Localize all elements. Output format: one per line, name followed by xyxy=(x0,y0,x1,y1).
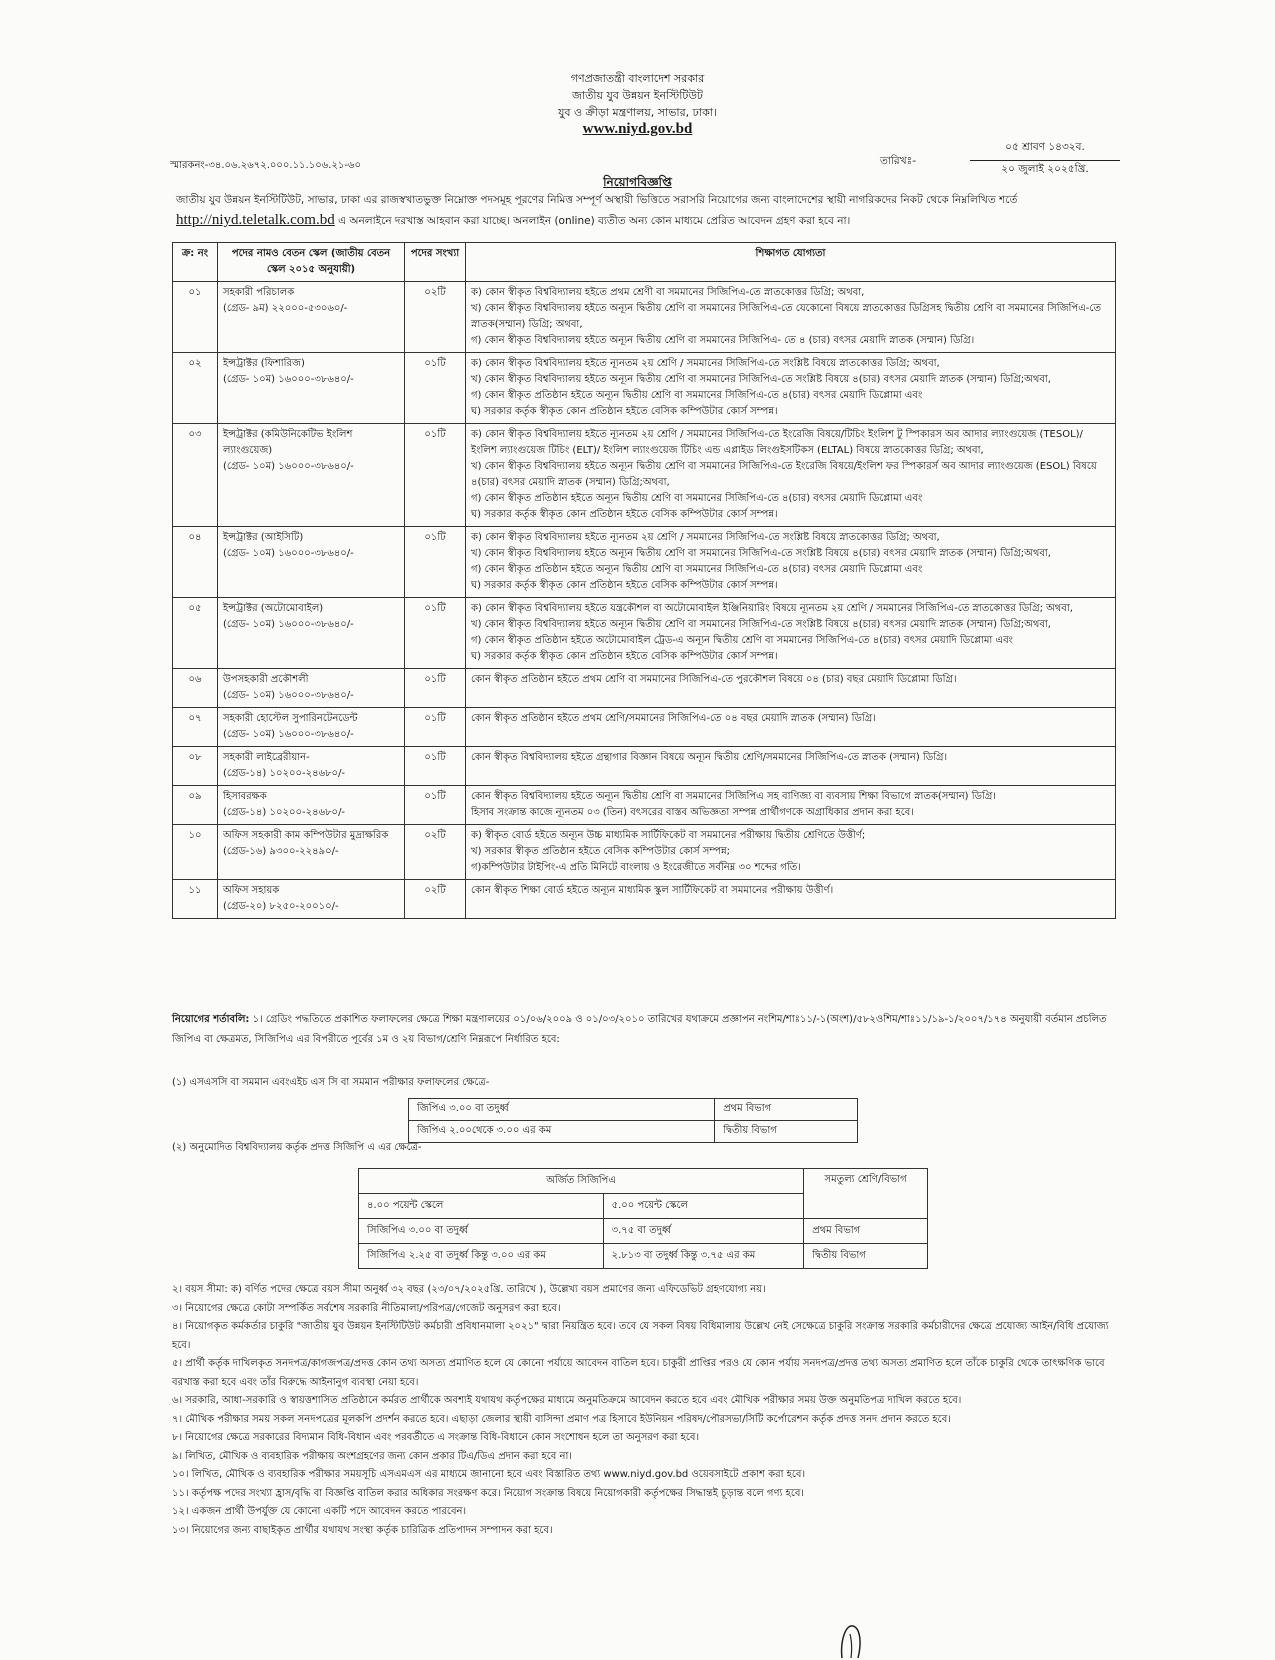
qualification-line: খ) সরকার স্বীকৃত প্রতিষ্ঠান হইতে বেসিক কম্পিউটার কোর্স সম্পন্ন; xyxy=(471,846,731,857)
qualification-line: খ) কোন স্বীকৃত বিশ্ববিদ্যালয় হইতে অন্যূন দ্বিতীয় শ্রেণি বা সমমানের সিজিপিএ-তে ইংরেজি বিষয়ে/ইংলিশ ফর স্পিকারর্স অব আদার ল্যাংগুয়েজ (ESOL) বিষয়ে ৪(চার) বৎসর মেয়াদি স্নাতক (সম্মান) ডিগ্রি;অথবা, xyxy=(471,461,1097,488)
rule-item: ১১। কর্তৃপক্ষ পদের সংখ্যা হ্রাস/বৃদ্ধি বা বিজ্ঞপ্তি বাতিল করার অধিকার সংরক্ষণ করে। নিয়োগ সংক্রান্ত বিষয়ে নিয়োগকারী কর্তৃপক্ষের সিদ্ধান্তই চূড়ান্ত বলে গণ্য হবে। xyxy=(172,1487,805,1499)
table-row xyxy=(409,1121,858,1143)
post-name: সহকারী হোস্টেল সুপারিনটেনডেন্ট xyxy=(223,713,358,724)
header-line1: গণপ্রজাতন্ত্রী বাংলাদেশ সরকার xyxy=(570,72,705,85)
intro-paragraph xyxy=(176,190,1076,231)
post-cell xyxy=(218,825,405,880)
date-label: তারিখঃ- xyxy=(880,155,916,167)
memo-number: স্মারকনং-৩৪.০৬.২৬৭২.০০০.১১.১০৬.২১-৬০ xyxy=(170,160,361,171)
post-serial: ০১ xyxy=(173,282,218,353)
post-cell xyxy=(218,747,405,786)
ssc-label: (১) এসএসসি বা সমমান এবংএইচ এস সি বা সমমান পরীক্ষার ফলাফলের ক্ষেত্রে- xyxy=(172,1077,490,1088)
qualification-line: কোন স্বীকৃত প্রতিষ্ঠান হইতে প্রথম শ্রেণি বা সমমানের সিজিপিএ-তে পুরকৌশল বিষয়ে ০৪ (চার) বছর মেয়াদি ডিপ্লোমা ডিগ্রি। xyxy=(471,674,957,685)
post-count: ০১টি xyxy=(405,669,466,708)
rule-item: ৯। লিখিত, মৌখিক ও ব্যবহারিক পরীক্ষায় অংশগ্রহণের জন্য কোন প্রকার টিএ/ডিএ প্রদান করা হবে না। xyxy=(172,1450,572,1462)
ssc-grade-2: জিপিএ ২.০০থেকে ৩.০০ এর কম xyxy=(409,1121,715,1143)
cgpa-table xyxy=(358,1168,928,1269)
qualification-line: গ) কোন স্বীকৃত প্রতিষ্ঠান হইতে অটোমোবাইল ট্রেড-এ অন্যূন দ্বিতীয় শ্রেণি বা সমমানের সিজিপিএ-তে ৪(চার) বৎসর মেয়াদি ডিপ্লোমা এবং xyxy=(471,635,1013,646)
rule-item: ৩। নিয়োগের ক্ষেত্রে কোটা সম্পর্কিত সর্বশেষ সরকারি নীতিমালা/পরিপত্র/গেজেট অনুসরণ করা হবে। xyxy=(172,1302,561,1314)
table-row xyxy=(173,353,1116,424)
post-name: হিসাবরক্ষক xyxy=(223,791,267,802)
post-cell xyxy=(218,424,405,527)
rules-list xyxy=(172,1281,1122,1540)
qualification-line: ঘ) সরকার কর্তৃক স্বীকৃত কোন প্রতিষ্ঠান হইতে বেসিক কম্পিউটার কোর্স সম্পন্ন। xyxy=(471,651,778,662)
post-count: ০১টি xyxy=(405,786,466,825)
post-cell xyxy=(218,527,405,598)
post-serial: ০৪ xyxy=(173,527,218,598)
post-cell xyxy=(218,708,405,747)
conditions-heading: নিয়োগের শর্তাবলি: xyxy=(172,1014,250,1025)
qualification-line: ক) কোন স্বীকৃত বিশ্ববিদ্যালয় হইতে ন্যূনতম ২য় শ্রেণি / সমমানের সিজিপিএ-তে সংশ্লিষ্ট বিষয়ে স্নাতকোত্তর ডিগ্রি; অথবা, xyxy=(471,358,940,369)
qualification-line: কোন স্বীকৃত শিক্ষা বোর্ড হইতে অন্যূন মাধ্যমিক স্কুল সার্টিফিকেট বা সমমানের পরীক্ষায় উত্তীর্ণ। xyxy=(471,885,834,896)
qualification-line: গ) কোন স্বীকৃত প্রতিষ্ঠান হইতে অন্যূন দ্বিতীয় শ্রেণি বা সমমানের সিজিপিএ-তে ৪(চার) বৎসর মেয়াদি ডিপ্লোমা এবং xyxy=(471,390,923,401)
table-row xyxy=(173,669,1116,708)
apply-link[interactable]: http://niyd.teletalk.com.bd xyxy=(176,212,335,228)
post-count: ০২টি xyxy=(405,825,466,880)
date-english: ২০ জুলাই ২০২৫খ্রি. xyxy=(1001,163,1089,175)
col-post: পদের নামও বেতন স্কেল (জাতীয় বেতন স্কেল ২০১৫ অনুযায়ী) xyxy=(218,243,405,282)
header-website: www.niyd.gov.bd xyxy=(582,121,693,137)
table-row xyxy=(173,424,1116,527)
post-cell xyxy=(218,880,405,919)
post-name: সহকারী পরিচালক xyxy=(223,287,295,298)
cgpa-row1-div: প্রথম বিভাগ xyxy=(804,1219,928,1244)
conditions xyxy=(172,1010,1112,1050)
post-scale: (গ্রেড-১৪) ১০২০০-২৪৬৮০/- xyxy=(223,768,346,779)
table-row xyxy=(173,598,1116,669)
cgpa-head-equiv: সমতুল্য শ্রেণি/বিভাগ xyxy=(804,1169,928,1219)
table-row xyxy=(359,1219,928,1244)
table-row xyxy=(173,708,1116,747)
qualification-line: খ) কোন স্বীকৃত বিশ্ববিদ্যালয় হইতে অন্যূন দ্বিতীয় শ্রেণি বা সমমানের সিজিপিএ-তে সংশ্লিষ্ট বিষয়ে ৪(চার) বৎসর মেয়াদি স্নাতক (সম্মান) ডিগ্রি;অথবা, xyxy=(471,374,1051,385)
cgpa-scale4: ৪.০০ পয়েন্ট স্কেলে xyxy=(359,1194,604,1219)
cgpa-row1-4: সিজিপিএ ৩.০০ বা তদুর্ধ্ব xyxy=(359,1219,604,1244)
post-scale: (গ্রেড- ১০ম) ১৬০০০-৩৮৬৪০/- xyxy=(223,548,354,559)
qualification-line: ক) কোন স্বীকৃত বিশ্ববিদ্যালয় হইতে ন্যূনতম ২য় শ্রেণি / সমমানের সিজিপিএ-তে সংশ্লিষ্ট বিষয়ে স্নাতকোত্তর ডিগ্রি; অথবা, xyxy=(471,532,940,543)
table-row xyxy=(173,527,1116,598)
post-serial: ০৮ xyxy=(173,747,218,786)
posts-body xyxy=(173,282,1116,919)
qualification-line: ক) কোন স্বীকৃত বিশ্ববিদ্যালয় হইতে ন্যূনতম ২য় শ্রেণি / সমমানের সিজিপিএ-তে ইংরেজি বিষয়ে/টিচিং ইংলিশ টু স্পিকারস অব আদার ল্যাংগুয়েজ (TESOL)/ ইংলিশ ল্যাংগুয়েজ টিচিং (ELT)/ ইংলিশ ল্যাংগুয়েজ টিচিং এন্ড এপ্লাইড লিংগুইসটিকস (ELTAL) বিষয়ে স্নাতকোত্তর ডিগ্রি; অথবা, xyxy=(471,429,1083,456)
post-count: ০১টি xyxy=(405,424,466,527)
posts-table xyxy=(172,242,1116,919)
post-serial: ০২ xyxy=(173,353,218,424)
qualification-cell xyxy=(466,282,1116,353)
qualification-line: হিসাব সংক্রান্ত কাজে ন্যূনতম ০৩ (তিন) বৎসরের বাস্তব অভিজ্ঞতা সম্পন্ন প্রার্থীগণকে অগ্রাধিকার প্রদান করা হবে। xyxy=(471,807,914,818)
cgpa-head-main: অর্জিত সিজিপিএ xyxy=(359,1169,804,1194)
table-row xyxy=(359,1169,928,1194)
rule-item: ৮। নিয়োগের ক্ষেত্রে সরকারের বিদ্যমান বিধি-বিধান এবং পরবর্তীতে এ সংক্রান্ত বিধি-বিধানে কোন সংশোধন হলে তা অনুসরণ করা হবে। xyxy=(172,1432,700,1443)
signature-mark-icon xyxy=(838,1620,868,1660)
qualification-line: গ) কোন স্বীকৃত প্রতিষ্ঠান হইতে অন্যূন দ্বিতীয় শ্রেণি বা সমমানের সিজিপিএ-তে ৪(চার) বৎসর মেয়াদি ডিপ্লোমা এবং xyxy=(471,493,923,504)
table-row xyxy=(359,1244,928,1269)
post-name: ইন্সট্রাক্টর (আইসিটি) xyxy=(223,532,304,543)
rule-item: ১০। লিখিত, মৌখিক ও ব্যবহারিক পরীক্ষার সময়সূচি এসএমএস এর মাধ্যমে জানানো হবে এবং বিস্তারিত তথ্য www.niyd.gov.bd ওয়েবসাইটে প্রকাশ করা হবে। xyxy=(172,1469,806,1480)
qualification-line: খ) কোন স্বীকৃত বিশ্ববিদ্যালয় হইতে অন্যূন দ্বিতীয় শ্রেণি বা সমমানের সিজিপিএ-তে যেকোনো বিষয়ে স্নাতকোত্তর ডিগ্রিসহ দ্বিতীয় শ্রেণি বা সমমানের সিজিপিএ-তে স্নাতক(সম্মান) ডিগ্রি; অথবা, xyxy=(471,303,1101,330)
table-row xyxy=(173,786,1116,825)
table-row xyxy=(173,282,1116,353)
post-name: ইন্সট্রাক্টর (কমিউনিকেটিভ ইংলিশ ল্যাংগুয়েজ) xyxy=(223,429,353,456)
qualification-line: গ) কোন স্বীকৃত প্রতিষ্ঠান হইতে অন্যূন দ্বিতীয় শ্রেণি বা সমমানের সিজিপিএ-তে ৪(চার) বৎসর মেয়াদি ডিপ্লোমা এবং xyxy=(471,564,923,575)
header-line2: জাতীয় যুব উন্নয়ন ইনস্টিটিউট xyxy=(572,89,703,102)
ssc-grade-1: জিপিএ ৩.০০ বা তদুর্ধ্ব xyxy=(409,1099,715,1121)
qualification-line: খ) কোন স্বীকৃত বিশ্ববিদ্যালয় হইতে অন্যূন দ্বিতীয় শ্রেণি বা সমমানের সিজিপিএ-তে সংশ্লিষ্ট বিষয়ে ৪(চার) বৎসর মেয়াদি স্নাতক (সম্মান) ডিগ্রি;অথবা, xyxy=(471,548,1051,559)
qualification-cell xyxy=(466,598,1116,669)
qualification-line: ক) কোন স্বীকৃত বিশ্ববিদ্যালয় হইতে প্রথম শ্রেণী বা সমমানের সিজিপিএ-তে স্নাতকোত্তর ডিগ্রি; অথবা, xyxy=(471,287,865,298)
cgpa-scale5: ৫.০০ পয়েন্ট স্কেলে xyxy=(603,1194,804,1219)
col-serial: ক্র: নং xyxy=(173,243,218,282)
table-row xyxy=(173,880,1116,919)
ssc-division-1: প্রথম বিভাগ xyxy=(715,1099,858,1121)
post-name: উপসহকারী প্রকৌশলী xyxy=(223,674,309,685)
post-count: ০১টি xyxy=(405,598,466,669)
col-count: পদের সংখ্যা xyxy=(405,243,466,282)
post-scale: (গ্রেড-১৪) ১০২০০-২৪৬৮০/- xyxy=(223,807,346,818)
post-scale: (গ্রেড- ১০ম) ১৬০০০-৩৮৬৪০/- xyxy=(223,374,354,385)
post-scale: (গ্রেড- ১০ম) ১৬০০০-৩৮৬৪০/- xyxy=(223,690,354,701)
qualification-line: খ) কোন স্বীকৃত বিশ্ববিদ্যালয় হইতে অন্যূন দ্বিতীয় শ্রেণি বা সমমানের সিজিপিএ-তে সংশ্লিষ্ট বিষয়ে ৪(চার) বৎসর মেয়াদি স্নাতক (সম্মান) ডিগ্রি;অথবা, xyxy=(471,619,1051,630)
qualification-cell xyxy=(466,353,1116,424)
post-serial: ১০ xyxy=(173,825,218,880)
ssc-table xyxy=(408,1098,858,1143)
post-scale: (গ্রেড- ১০ম) ১৬০০০-৩৮৬৪০/- xyxy=(223,461,354,472)
qualification-cell xyxy=(466,527,1116,598)
post-cell xyxy=(218,669,405,708)
col-qualification: শিক্ষাগত যোগ্যতা xyxy=(466,243,1116,282)
post-scale: (গ্রেড-২০) ৮২৫০-২০০১০/- xyxy=(223,901,339,912)
rule-item: ৬। সরকারি, আধা-সরকারি ও স্বায়ত্তশাসিত প্রতিষ্ঠানে কর্মরত প্রার্থীকে অবশ্যই যথাযথ কর্তৃপক্ষের মাধ্যমে অনুমতিক্রমে আবেদন করতে হবে এবং মৌখিক পরীক্ষার সময় উক্ত অনুমতিপত্র দাখিল করতে হবে। xyxy=(172,1395,962,1406)
post-name: সহকারী লাইব্রেরীয়ান- xyxy=(223,752,310,763)
table-row xyxy=(173,825,1116,880)
post-count: ০২টি xyxy=(405,880,466,919)
post-serial: ০৬ xyxy=(173,669,218,708)
post-name: অফিস সহায়ক xyxy=(223,885,280,896)
qualification-cell xyxy=(466,880,1116,919)
qualification-cell xyxy=(466,669,1116,708)
post-count: ০১টি xyxy=(405,708,466,747)
rule-item: ৫। প্রার্থী কর্তৃক দাখিলকৃত সনদপত্র/কাগজপত্র/প্রদত্ত কোন তথ্য অসত্য প্রমাণিত হলে যে কোনো পর্যায়ে আবেদন বাতিল হবে। চাকুরী প্রাপ্তির পরও যে কোন পর্যায় সনদপত্র/প্রদত্ত তথ্য অসত্য প্রমাণিত হলে তাঁকে চাকুরি থেকে তাৎক্ষণিক ভাবে বরখাস্ত করা হবে এবং তাঁর বিরুদ্ধে আইনানুগ ব্যবস্থা নেয়া হবে। xyxy=(172,1358,1105,1388)
qualification-line: ঘ) সরকার কর্তৃক স্বীকৃত কোন প্রতিষ্ঠান হইতে বেসিক কম্পিউটার কোর্স সম্পন্ন। xyxy=(471,580,778,591)
rule-item: ৭। মৌখিক পরীক্ষার সময় সকল সনদপত্রের মূলকপি প্রদর্শন করতে হবে। এছাড়া জেলার স্থায়ী বাসিন্দা প্রমাণ পত্র হিসাবে ইউনিয়ন পরিষদ/পৌরসভা/সিটি কর্পোরেশন কর্তৃক প্রদত্ত সনদ প্রদান করতে হবে। xyxy=(172,1413,951,1425)
qualification-cell xyxy=(466,825,1116,880)
page-title: নিয়োগবিজ্ঞপ্তি xyxy=(603,175,672,189)
post-count: ০১টি xyxy=(405,747,466,786)
post-serial: ০৫ xyxy=(173,598,218,669)
qualification-line: গ) কোন স্বীকৃত বিশ্ববিদ্যালয় হইতে অন্যূন দ্বিতীয় শ্রেণি বা সমমানের সিজিপিএ- তে ৪ (চার) বৎসর মেয়াদি স্নাতক (সম্মান) ডিগ্রি। xyxy=(471,335,975,346)
intro-text1: জাতীয় যুব উন্নয়ন ইনস্টিটিউট, সাভার, ঢাকা এর রাজস্বখাতভুক্ত নিম্নোক্ত পদসমূহ পূরণের নিমিত্ত সম্পূর্ণ অস্থায়ী ভিত্তিতে সরাসরি নিয়োগের জন্য বাংলাদেশের স্থায়ী নাগরিকদের নিকট থেকে নিম্নলিখিত শর্তে xyxy=(176,194,1018,206)
cgpa-row2-4: সিজিপিএ ২.২৫ বা তদুর্ধ্ব কিন্তু ৩.০০ এর কম xyxy=(359,1244,604,1269)
table-header-row xyxy=(173,243,1116,282)
cgpa-label: (২) অনুমোদিত বিশ্ববিদ্যালয় কর্তৃক প্রদত্ত সিজিপি এ এর ক্ষেত্রে- xyxy=(172,1142,422,1153)
rule-item: ১৩। নিয়োগের জন্য বাছাইকৃত প্রার্থীর যথাযথ সংস্থা কর্তৃক চারিত্রিক প্রতিপাদন সম্পাদন করা হবে। xyxy=(172,1524,553,1536)
post-name: ইন্সট্রাক্টর (অটোমোবাইল) xyxy=(223,603,324,614)
post-count: ০২টি xyxy=(405,282,466,353)
rule-item: ৪। নিয়োগকৃত কর্মকর্তার চাকুরি "জাতীয় যুব উন্নয়ন ইনস্টিটিউট কর্মচারী প্রবিধানমালা ২০২১" দ্বারা নিয়ন্ত্রিত হবে। তবে যে সকল বিষয় বিধিমালায় উল্লেখ নেই সেক্ষেত্রে চাকুরি সংক্রান্ত সরকারি কর্মচারীদের ক্ষেত্রে প্রযোজ্য আইন/বিধি প্রযোজ্য হবে। xyxy=(172,1321,1109,1351)
cgpa-row2-div: দ্বিতীয় বিভাগ xyxy=(804,1244,928,1269)
qualification-cell xyxy=(466,747,1116,786)
date-bangla: ০৫ শ্রাবণ ১৪৩২ব. xyxy=(970,140,1120,161)
qualification-line: কোন স্বীকৃত বিশ্ববিদ্যালয় হইতে অন্যূন দ্বিতীয় শ্রেণি বা সমমানের সিজিপিএ সহ বাণিজ্য বা ব্যবসায় শিক্ষা বিভাগে স্নাতক(সম্মান) ডিগ্রি। xyxy=(471,791,996,802)
qualification-line: গ)কম্পিউটার টাইপিং-এ প্রতি মিনিটে বাংলায় ও ইংরেজীতে সর্বনিম্ন ৩০ শব্দের গতি। xyxy=(471,862,801,873)
intro-text2: এ অনলাইনে দরখাস্ত আহবান করা যাচ্ছে। অনলাইন (online) ব্যতীত অন্য কোন মাধ্যমে প্রেরিত আবেদন গ্রহণ করা হবে না। xyxy=(338,215,851,227)
rule-item: ১২। একজন প্রার্থী উপর্যুক্ত যে কোনো একটি পদে আবেদন করতে পারবেন। xyxy=(172,1506,467,1517)
post-serial: ০৯ xyxy=(173,786,218,825)
ssc-division-2: দ্বিতীয় বিভাগ xyxy=(715,1121,858,1143)
post-serial: ০৭ xyxy=(173,708,218,747)
qualification-line: কোন স্বীকৃত প্রতিষ্ঠান হইতে প্রথম শ্রেণি/সমমানের সিজিপিএ-তে ০৪ বছর মেয়াদি স্নাতক (সম্মান) ডিগ্রি। xyxy=(471,713,876,724)
qualification-line: ঘ) সরকার কর্তৃক স্বীকৃত কোন প্রতিষ্ঠান হইতে বেসিক কম্পিউটার কোর্স সম্পন্ন। xyxy=(471,406,778,417)
rule-item: ২। বয়স সীমা: ক) বর্ণিত পদের ক্ষেত্রে বয়স সীমা অনুর্ধ্ব ৩২ বছর (২৩/০৭/২০২৫খ্রি. তারিখে ), উল্লেখ্য বয়স প্রমাণের জন্য এফিডেভিট গ্রহণযোগ্য নয়। xyxy=(172,1284,766,1295)
office-header xyxy=(0,70,1275,138)
qualification-line: কোন স্বীকৃত বিশ্ববিদ্যালয় হইতে গ্রন্থাগার বিজ্ঞান বিষয়ে অন্যূন দ্বিতীয় শ্রেণি/সমমানের সিজিপিএ-তে স্নাতক (সম্মান) ডিগ্রি। xyxy=(471,752,948,763)
qualification-cell xyxy=(466,786,1116,825)
post-scale: (গ্রেড- ৯ম) ২২০০০-৫৩০৬০/- xyxy=(223,303,348,314)
qualification-line: ঘ) সরকার কর্তৃক স্বীকৃত কোন প্রতিষ্ঠান হইতে বেসিক কম্পিউটার কোর্স সম্পন্ন। xyxy=(471,509,778,520)
header-line3: যুব ও ক্রীড়া মন্ত্রণালয়, সাভার, ঢাকা। xyxy=(558,106,717,119)
post-cell xyxy=(218,598,405,669)
qualification-line: ক) কোন স্বীকৃত বিশ্ববিদ্যালয় হইতে যন্ত্রকৌশল বা অটোমোবাইল ইঞ্জিনিয়ারিং বিষয়ে ন্যূনতম ২য় শ্রেণি / সমমানের সিজিপিএ-তে স্নাতকোত্তর ডিগ্রি; অথবা, xyxy=(471,603,1073,614)
post-name: ইন্সট্রাক্টর (ফিশারিজ) xyxy=(223,358,305,369)
post-scale: (গ্রেড-১৬) ৯৩০০-২২৪৯০/- xyxy=(223,846,339,857)
table-row xyxy=(409,1099,858,1121)
post-serial: ০৩ xyxy=(173,424,218,527)
post-scale: (গ্রেড- ১০ম) ১৬০০০-৩৮৬৪০/- xyxy=(223,729,354,740)
post-serial: ১১ xyxy=(173,880,218,919)
post-cell xyxy=(218,353,405,424)
post-name: অফিস সহকারী কাম কম্পিউটার মুদ্রাক্ষরিক xyxy=(223,830,389,841)
cgpa-row1-5: ৩.৭৫ বা তদুর্ধ্ব xyxy=(603,1219,804,1244)
post-cell xyxy=(218,786,405,825)
post-count: ০১টি xyxy=(405,527,466,598)
cgpa-row2-5: ২.৮১৩ বা তদুর্ধ্ব কিন্তু ৩.৭৫ এর কম xyxy=(603,1244,804,1269)
qualification-cell xyxy=(466,708,1116,747)
post-cell xyxy=(218,282,405,353)
qualification-line: ক) স্বীকৃত বোর্ড হইতে অন্যূন উচ্চ মাধ্যমিক সার্টিফিকেট বা সমমানের পরীক্ষায় দ্বিতীয় শ্রেণিতে উত্তীর্ণ; xyxy=(471,830,866,841)
table-row xyxy=(173,747,1116,786)
qualification-cell xyxy=(466,424,1116,527)
conditions-text: ১। গ্রেডিং পদ্ধতিতে প্রকাশিত ফলাফলের ক্ষেত্রে শিক্ষা মন্ত্রণালয়ের ০১/০৬/২০০৯ ও ০১/০৩/২০১০ তারিখের যথাক্রমে প্রজ্ঞাপন নংশিম/শাঃ১১/-১(অংশ)/৫৮২ওশিম/শাঃ১১/১৯-১/২০০৭/১৭৪ অনুযায়ী বর্তমান প্রচলিত জিপিএ বা ক্ষেত্রমত, সিজিপিএ এর বিপরীতে পূর্বের ১ম ও ২য় বিভাগ/শ্রেণি নিম্নরূপে নির্ধারিত হবে: xyxy=(172,1014,1107,1045)
post-count: ০১টি xyxy=(405,353,466,424)
post-scale: (গ্রেড- ১০ম) ১৬০০০-৩৮৬৪০/- xyxy=(223,619,354,630)
